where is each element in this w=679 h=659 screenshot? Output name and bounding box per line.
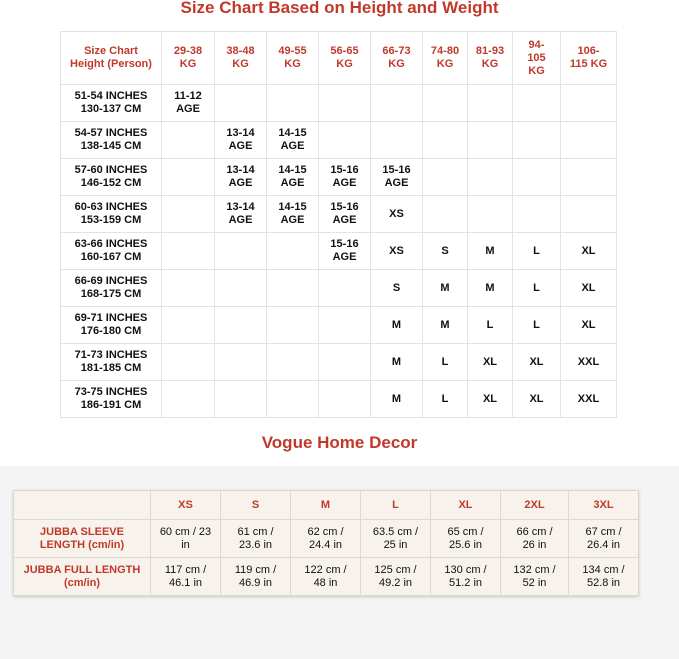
size-cell [423, 307, 468, 344]
cell-text: L [441, 355, 449, 368]
cell-text: 63-66 INCHES [74, 238, 148, 250]
cell-text: 61 cm / [237, 525, 274, 538]
cell-text: 29-38 [173, 45, 203, 57]
size-cell [162, 381, 215, 418]
size-chart-title: Size Chart Based on Height and Weight [180, 0, 499, 17]
cell-text: 25.6 in [448, 538, 483, 551]
size-cell [215, 381, 267, 418]
size-cell [162, 344, 215, 381]
size-cell [319, 196, 371, 233]
cell-text: AGE [280, 214, 305, 226]
size-cell [162, 270, 215, 307]
cell-text: XXL [577, 392, 600, 405]
cell-text: 38-48 [226, 45, 255, 57]
cell-text: KG [284, 58, 301, 70]
weight-header [319, 32, 371, 85]
cell-text: 13-14 [226, 164, 255, 176]
measurement-value [221, 520, 291, 558]
size-header: 3XL [569, 491, 639, 520]
size-cell [162, 196, 215, 233]
size-cell [423, 159, 468, 196]
size-cell [371, 159, 423, 196]
cell-text: L [486, 318, 494, 331]
size-cell [561, 233, 617, 270]
cell-text: 153-159 CM [80, 214, 142, 226]
size-cell [267, 381, 319, 418]
size-cell [561, 381, 617, 418]
measurement-value [151, 558, 221, 596]
cell-text: M [485, 281, 495, 294]
size-header: XS [151, 491, 221, 520]
cell-text: 66 cm / [516, 525, 553, 538]
size-cell [319, 344, 371, 381]
size-cell [319, 85, 371, 122]
size-cell [162, 159, 215, 196]
cell-text: M [391, 355, 402, 368]
cell-text: 54-57 INCHES [74, 127, 148, 139]
cell-text: 26.4 in [586, 538, 621, 551]
cell-text: 48 in [313, 576, 338, 589]
size-cell [215, 344, 267, 381]
cell-text: 181-185 CM [80, 362, 142, 374]
cell-text: in [181, 538, 190, 551]
size-cell [513, 196, 561, 233]
cell-text: 52.8 in [586, 576, 621, 589]
size-cell [371, 122, 423, 159]
cell-text: L [441, 392, 449, 405]
cell-text: KG [232, 58, 249, 70]
size-cell [371, 196, 423, 233]
measurement-value [431, 558, 501, 596]
cell-text: XS [389, 244, 404, 257]
size-cell [319, 381, 371, 418]
size-cell [468, 159, 513, 196]
cell-text: XS [389, 207, 404, 220]
table-row [61, 344, 617, 381]
cell-text: L [533, 244, 540, 257]
cell-text: KG [436, 58, 454, 70]
size-cell [215, 233, 267, 270]
cell-text: 14-15 [278, 127, 307, 139]
cell-text: 138-145 CM [80, 140, 142, 152]
size-cell [513, 122, 561, 159]
cell-text: KG [336, 58, 353, 70]
cell-text: 73-75 INCHES [74, 386, 148, 398]
size-header: S [221, 491, 291, 520]
measurement-value [569, 520, 639, 558]
cell-text: XL [529, 392, 544, 405]
size-cell [319, 122, 371, 159]
cell-text: 117 cm / [164, 563, 207, 576]
table-row [14, 558, 639, 596]
cell-text: 130-137 CM [80, 103, 142, 115]
size-cell [468, 233, 513, 270]
cell-text: 130 cm / [444, 563, 487, 576]
size-cell [423, 381, 468, 418]
size-cell [513, 381, 561, 418]
cell-text: AGE [228, 140, 253, 152]
cell-text: 26 in [522, 538, 547, 551]
size-cell [371, 307, 423, 344]
cell-text: M [440, 281, 450, 294]
height-label [61, 196, 162, 233]
cell-text: AGE [332, 177, 357, 189]
height-label [61, 233, 162, 270]
size-cell [162, 122, 215, 159]
size-cell [423, 122, 468, 159]
table-row [61, 307, 617, 344]
measurement-value [291, 520, 361, 558]
cell-text: AGE [332, 214, 357, 226]
weight-header [371, 32, 423, 85]
cell-text: 146-152 CM [80, 177, 142, 189]
cell-text: 74-80 [430, 45, 460, 57]
cell-text: 49.2 in [378, 576, 413, 589]
size-header: M [291, 491, 361, 520]
size-cell [319, 307, 371, 344]
cell-text: XXL [577, 355, 600, 368]
weight-header-row [61, 32, 617, 85]
size-cell [468, 122, 513, 159]
size-cell [371, 270, 423, 307]
cell-text: XL [529, 355, 544, 368]
table-row [61, 381, 617, 418]
cell-text: 56-65 [330, 45, 359, 57]
cell-text: 51-54 INCHES [74, 90, 148, 102]
cell-text: 62 cm / [307, 525, 344, 538]
cell-text: 106- [577, 45, 600, 57]
size-cell [561, 270, 617, 307]
size-cell [468, 270, 513, 307]
cell-text: 66-73 [382, 45, 411, 57]
cell-text: 81-93 [475, 45, 505, 57]
size-cell [468, 196, 513, 233]
cell-text: XL [482, 355, 498, 368]
weight-header [513, 32, 561, 85]
size-cell [468, 307, 513, 344]
cell-text: 15-16 [330, 201, 359, 213]
cell-text: 134 cm / [582, 563, 625, 576]
cell-text: 23.6 in [238, 538, 273, 551]
measurement-value [361, 520, 431, 558]
brand-title: Vogue Home Decor [261, 433, 418, 452]
size-cell [468, 381, 513, 418]
size-cell [267, 233, 319, 270]
cell-text: 115 KG [569, 58, 608, 70]
cell-text: AGE [228, 214, 253, 226]
weight-header [162, 32, 215, 85]
cell-text: 15-16 [330, 164, 359, 176]
size-cell [468, 85, 513, 122]
weight-header [267, 32, 319, 85]
cell-text: 186-191 CM [80, 399, 142, 411]
size-header-row [14, 491, 639, 520]
size-cell [215, 307, 267, 344]
size-cell [319, 159, 371, 196]
height-label [61, 344, 162, 381]
cell-text: 57-60 INCHES [74, 164, 148, 176]
size-cell [561, 307, 617, 344]
cell-text: 94- [528, 38, 545, 51]
cell-text: 125 cm / [374, 563, 417, 576]
measurement-value [501, 520, 569, 558]
height-label [61, 381, 162, 418]
cell-text: (cm/in) [63, 576, 101, 589]
jubba-measurements-table [13, 490, 639, 596]
size-cell [513, 85, 561, 122]
size-cell [267, 159, 319, 196]
height-label [61, 270, 162, 307]
measurement-value [501, 558, 569, 596]
cell-text: 168-175 CM [80, 288, 142, 300]
table-row [61, 233, 617, 270]
cell-text: JUBBA FULL LENGTH [23, 563, 141, 576]
cell-text: 71-73 INCHES [74, 349, 148, 361]
weight-header [468, 32, 513, 85]
cell-text: 119 cm / [234, 563, 277, 576]
table-row [61, 122, 617, 159]
cell-text: KG [481, 58, 499, 70]
cell-text: M [440, 318, 450, 331]
table-row [61, 196, 617, 233]
cell-text: 14-15 [278, 164, 307, 176]
cell-text: KG [528, 64, 545, 77]
size-cell [162, 233, 215, 270]
cell-text: XL [581, 318, 596, 331]
cell-text: 105 [527, 51, 546, 64]
cell-text: 46.9 in [238, 576, 273, 589]
cell-text: 13-14 [226, 127, 255, 139]
size-cell [215, 270, 267, 307]
table-row [61, 159, 617, 196]
cell-text: KG [179, 58, 197, 70]
cell-text: AGE [228, 177, 253, 189]
size-cell [215, 159, 267, 196]
size-cell [267, 307, 319, 344]
size-cell [267, 85, 319, 122]
cell-text: 60 cm / 23 [159, 525, 212, 538]
cell-text: 63.5 cm / [372, 525, 419, 538]
cell-text: 132 cm / [513, 563, 556, 576]
size-cell [371, 233, 423, 270]
size-cell [371, 344, 423, 381]
cell-text: 122 cm / [304, 563, 347, 576]
size-cell [561, 85, 617, 122]
cell-text: 160-167 CM [80, 251, 142, 263]
size-cell [423, 270, 468, 307]
cell-text: 69-71 INCHES [74, 312, 148, 324]
cell-text: S [441, 244, 449, 257]
size-header: L [361, 491, 431, 520]
cell-text: LENGTH (cm/in) [39, 538, 125, 551]
weight-header [423, 32, 468, 85]
size-cell [513, 270, 561, 307]
size-cell [423, 196, 468, 233]
table-row [14, 520, 639, 558]
cell-text: AGE [280, 140, 305, 152]
height-label [61, 307, 162, 344]
measurement-value [151, 520, 221, 558]
cell-text: 11-12 [174, 90, 202, 102]
measurement-value [221, 558, 291, 596]
cell-text: XL [482, 392, 498, 405]
size-cell [513, 307, 561, 344]
size-cell [267, 270, 319, 307]
cell-text: AGE [384, 177, 409, 189]
cell-text: 46.1 in [168, 576, 203, 589]
measurement-value [291, 558, 361, 596]
size-cell [371, 85, 423, 122]
measurement-label [14, 520, 151, 558]
size-cell [561, 196, 617, 233]
height-label [61, 85, 162, 122]
size-header: 2XL [501, 491, 569, 520]
size-cell [267, 196, 319, 233]
size-cell [513, 159, 561, 196]
size-cell [215, 122, 267, 159]
size-cell [267, 122, 319, 159]
size-cell [319, 233, 371, 270]
corner-header [14, 491, 151, 520]
measurement-value [431, 520, 501, 558]
cell-text: AGE [332, 251, 357, 263]
cell-text: 15-16 [382, 164, 411, 176]
cell-text: AGE [280, 177, 305, 189]
measurement-value [569, 558, 639, 596]
cell-text: L [533, 281, 540, 294]
size-cell [513, 344, 561, 381]
size-cell [561, 122, 617, 159]
size-cell [215, 196, 267, 233]
cell-text: L [533, 318, 540, 331]
cell-text: 13-14 [226, 201, 255, 213]
cell-text: 25 in [383, 538, 408, 551]
cell-text: Height (Person) [70, 58, 152, 70]
cell-text: 52 in [522, 576, 547, 589]
table-row [61, 85, 617, 122]
size-cell [561, 344, 617, 381]
size-cell [215, 85, 267, 122]
measurement-value [361, 558, 431, 596]
cell-text: 14-15 [278, 201, 307, 213]
size-cell [423, 85, 468, 122]
weight-header [215, 32, 267, 85]
cell-text: 176-180 CM [80, 325, 142, 337]
size-cell [561, 159, 617, 196]
table-row [61, 270, 617, 307]
cell-text: 67 cm / [585, 525, 622, 538]
size-cell [423, 344, 468, 381]
cell-text: 15-16 [330, 238, 359, 250]
cell-text: Size Chart [84, 45, 138, 57]
cell-text: 24.4 in [308, 538, 343, 551]
size-cell [513, 233, 561, 270]
cell-text: 65 cm / [447, 525, 484, 538]
cell-text: KG [388, 58, 405, 70]
cell-text: M [485, 244, 495, 257]
height-label [61, 122, 162, 159]
weight-header [561, 32, 617, 85]
cell-text: S [392, 281, 401, 294]
cell-text: XL [581, 244, 596, 257]
measurement-label [14, 558, 151, 596]
cell-text: XL [581, 281, 596, 294]
size-cell [162, 85, 215, 122]
size-cell [423, 233, 468, 270]
cell-text: 66-69 INCHES [74, 275, 148, 287]
cell-text: M [391, 392, 402, 405]
size-cell [319, 270, 371, 307]
cell-text: 49-55 [278, 45, 307, 57]
size-cell [371, 381, 423, 418]
corner-header [61, 32, 162, 85]
size-header: XL [431, 491, 501, 520]
cell-text: AGE [176, 103, 200, 115]
size-cell [162, 307, 215, 344]
height-weight-size-table [60, 31, 617, 418]
cell-text: JUBBA SLEEVE [40, 525, 124, 538]
size-cell [468, 344, 513, 381]
size-cell [267, 344, 319, 381]
cell-text: 51.2 in [448, 576, 483, 589]
cell-text: M [391, 318, 402, 331]
cell-text: 60-63 INCHES [74, 201, 148, 213]
height-label [61, 159, 162, 196]
